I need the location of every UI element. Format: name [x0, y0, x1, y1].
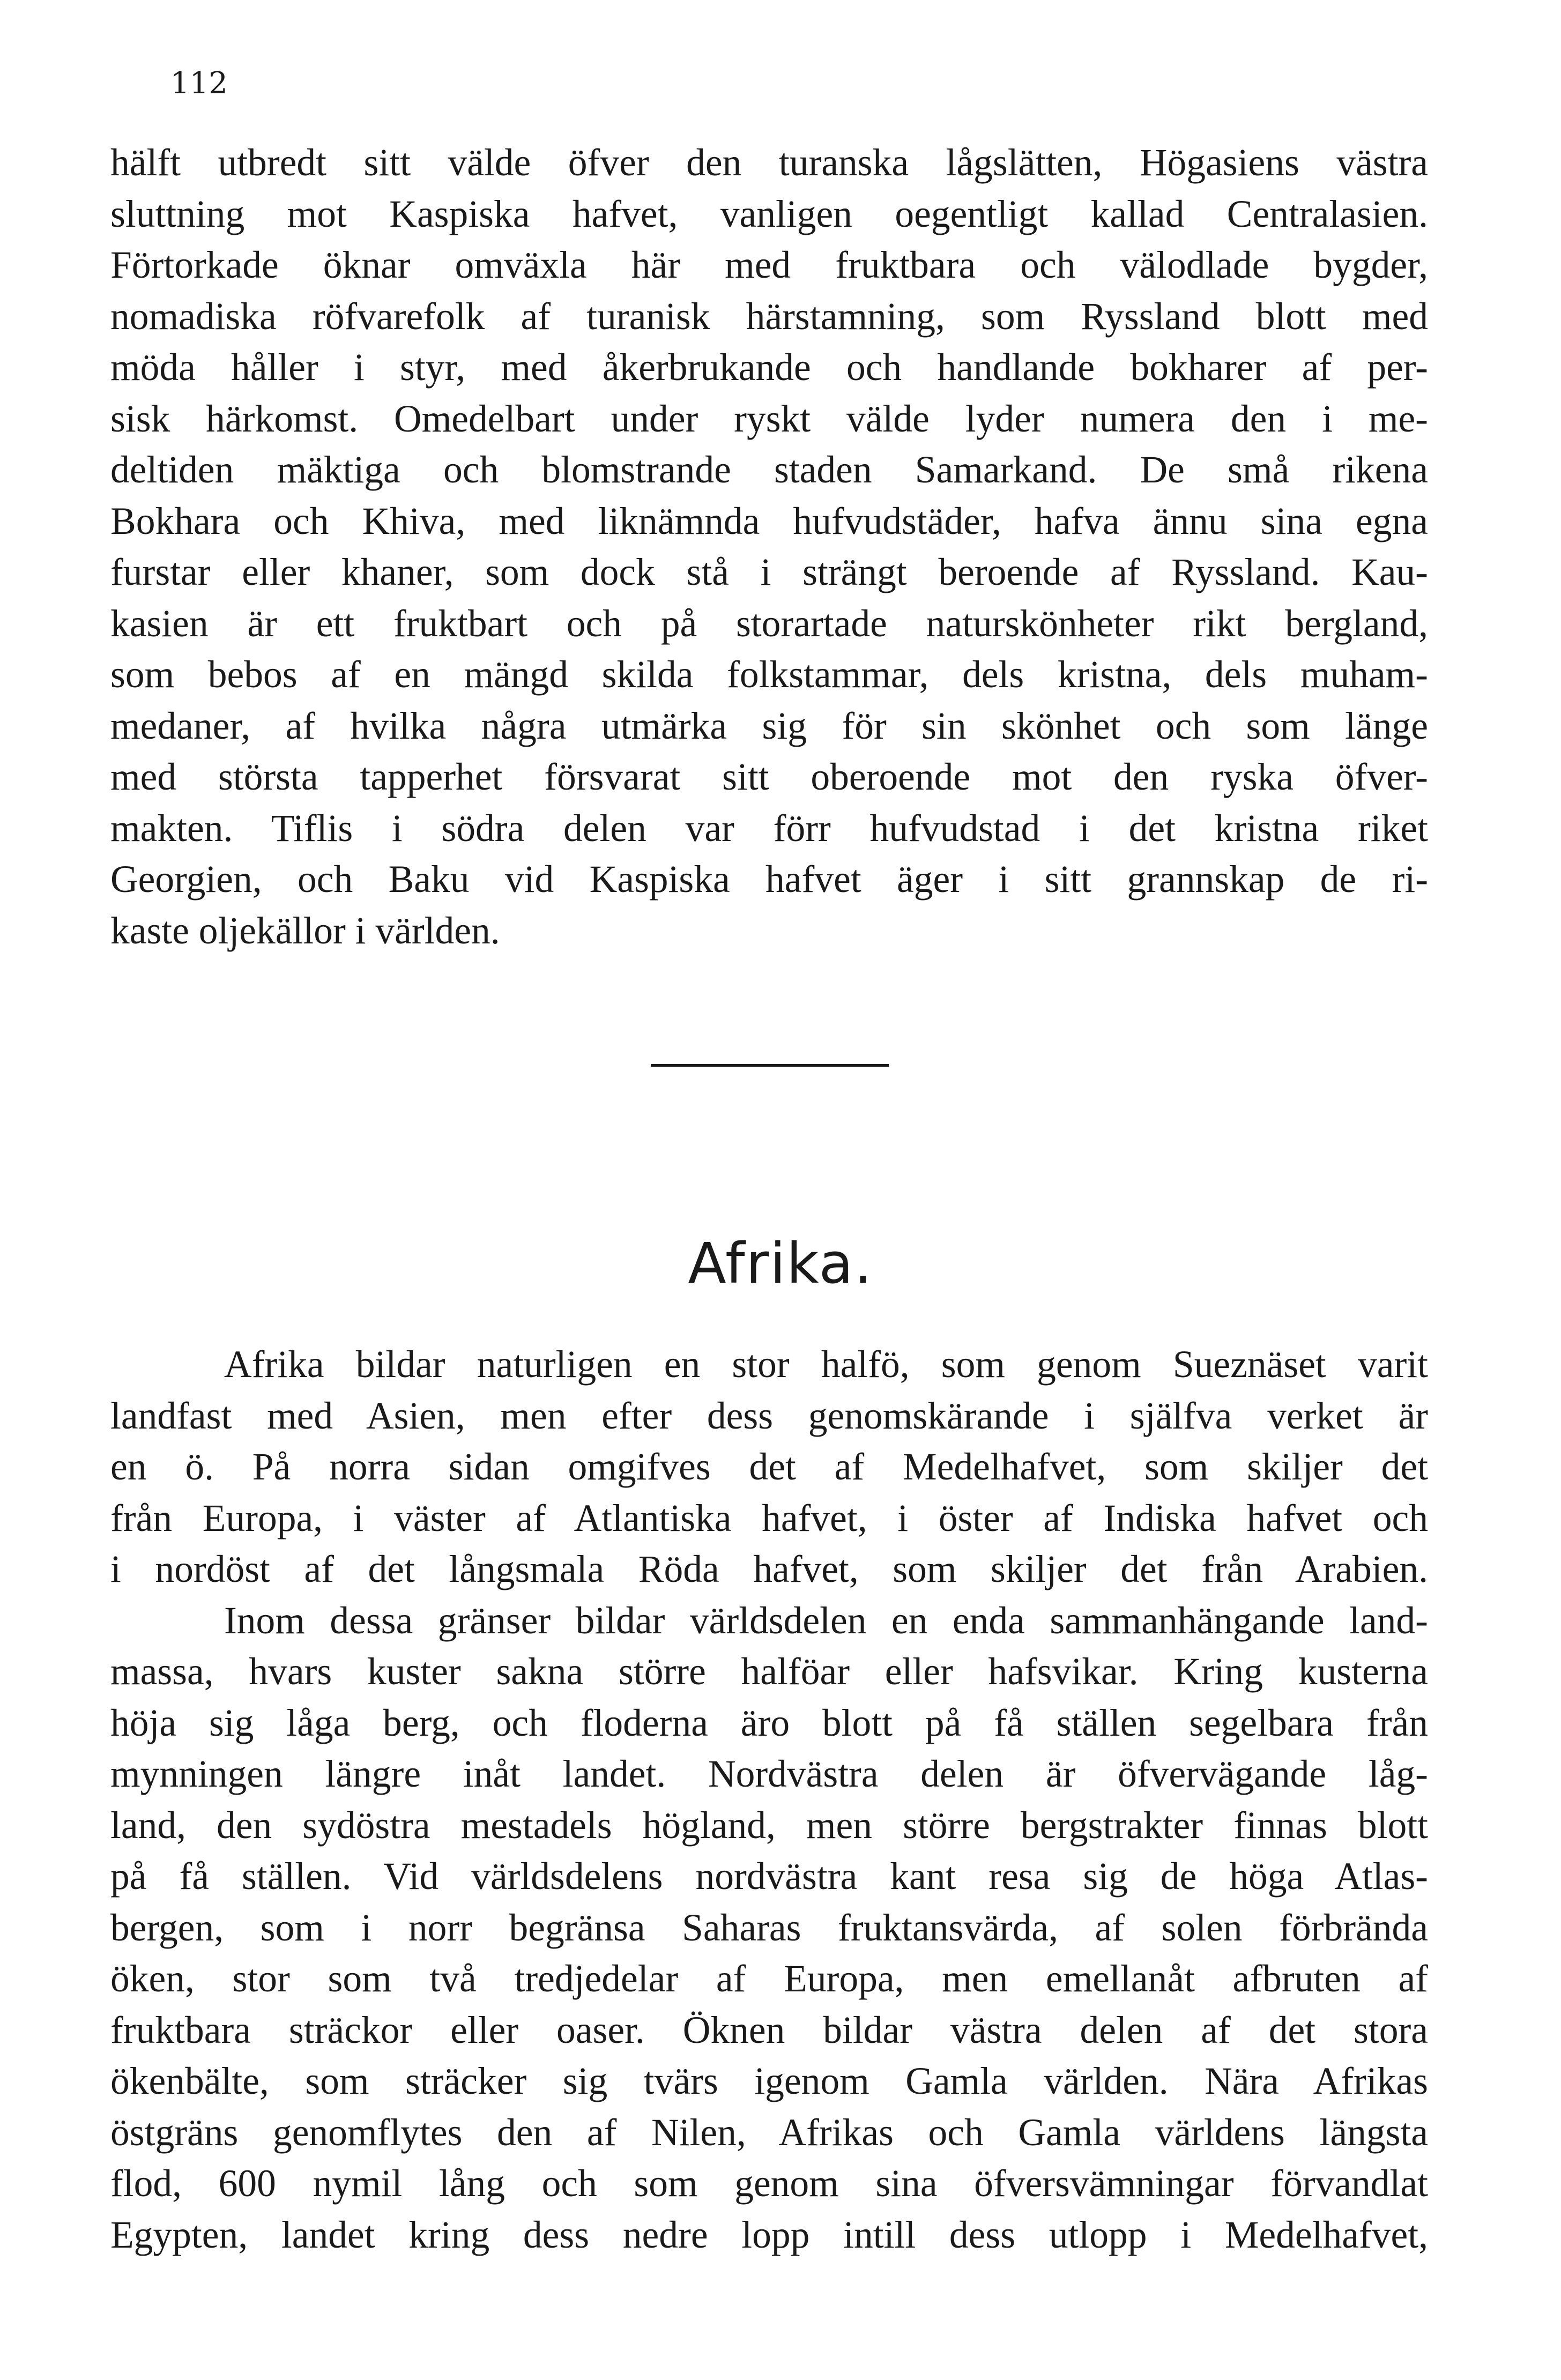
text-line: ökenbälte, som sträcker sig tvärs igenom Gamla världen. Nära Afrikas — [110, 2060, 1428, 2102]
text-line: Förtorkade öknar omväxla här med fruktbara och välodlade bygder, — [110, 244, 1428, 286]
section-heading: Afrika. — [688, 1231, 873, 1296]
text-line: östgräns genomflytes den af Nilen, Afrikas och Gamla världens längsta — [110, 2111, 1428, 2154]
text-line: från Europa, i väster af Atlantiska hafvet, i öster af Indiska hafvet och — [110, 1497, 1428, 1539]
text-line: sluttning mot Kaspiska hafvet, vanligen oegentligt kallad Centralasien. — [110, 192, 1428, 235]
text-line: öken, stor som två tredjedelar af Europa, men emellanåt afbruten af — [110, 1958, 1428, 2000]
text-block-africa — [110, 1339, 1428, 2260]
text-line: flod, 600 nymil lång och som genom sina öfversvämningar förvandlat — [110, 2162, 1428, 2205]
text-line: Georgien, och Baku vid Kaspiska hafvet äger i sitt grannskap de ri- — [110, 858, 1428, 901]
text-line: på få ställen. Vid världsdelens nordvästra kant resa sig de höga Atlas- — [110, 1855, 1428, 1898]
page-number: 112 — [170, 66, 228, 101]
text-line: Egypten, landet kring dess nedre lopp intill dess utlopp i Medelhafvet, — [110, 2213, 1428, 2256]
text-line: fruktbara sträckor eller oaser. Öknen bildar västra delen af det stora — [110, 2009, 1428, 2051]
text-line: medaner, af hvilka några utmärka sig för sin skönhet och som länge — [110, 704, 1428, 747]
text-line: furstar eller khaner, som dock stå i strängt beroende af Ryssland. Kau- — [110, 551, 1428, 593]
text-block-asia — [110, 137, 1428, 956]
text-line: hälft utbredt sitt välde öfver den turanska lågslätten, Högasiens västra — [110, 142, 1428, 184]
text-line: Inom dessa gränser bildar världsdelen en enda sammanhängande land- — [224, 1599, 1428, 1642]
text-line: landfast med Asien, men efter dess genomskärande i själfva verket är — [110, 1394, 1428, 1437]
text-line: en ö. På norra sidan omgifves det af Medelhafvet, som skiljer det — [110, 1446, 1428, 1488]
section-divider — [651, 1064, 889, 1067]
text-line: mynningen längre inåt landet. Nordvästra delen är öfvervägande låg- — [110, 1753, 1428, 1795]
text-line: nomadiska röfvarefolk af turanisk härstamning, som Ryssland blott med — [110, 295, 1428, 338]
text-line: i nordöst af det långsmala Röda hafvet, som skiljer det från Arabien. — [110, 1548, 1428, 1590]
text-line: Bokhara och Khiva, med liknämnda hufvudstäder, hafva ännu sina egna — [110, 500, 1428, 542]
text-line: massa, hvars kuster sakna större halföar eller hafsvikar. Kring kusterna — [110, 1650, 1428, 1693]
text-line: kaste oljekällor i världen. — [110, 909, 500, 952]
text-line: Afrika bildar naturligen en stor halfö, som genom Sueznäset varit — [224, 1343, 1428, 1386]
text-line: med största tapperhet försvarat sitt oberoende mot den ryska öfver- — [110, 756, 1428, 798]
text-line: höja sig låga berg, och floderna äro blott på få ställen segelbara från — [110, 1701, 1428, 1744]
text-line: land, den sydöstra mestadels högland, men större bergstrakter finnas blott — [110, 1804, 1428, 1847]
text-line: sisk härkomst. Omedelbart under ryskt välde lyder numera den i me- — [110, 397, 1428, 440]
text-line: som bebos af en mängd skilda folkstammar, dels kristna, dels muham- — [110, 653, 1428, 696]
text-line: bergen, som i norr begränsa Saharas fruktansvärda, af solen förbrända — [110, 1906, 1428, 1949]
text-line: deltiden mäktiga och blomstrande staden Samarkand. De små rikena — [110, 449, 1428, 491]
text-line: kasien är ett fruktbart och på storartade naturskönheter rikt bergland, — [110, 602, 1428, 645]
text-line: möda håller i styr, med åkerbrukande och handlande bokharer af per- — [110, 346, 1428, 389]
text-line: makten. Tiflis i södra delen var förr hufvudstad i det kristna riket — [110, 807, 1428, 850]
